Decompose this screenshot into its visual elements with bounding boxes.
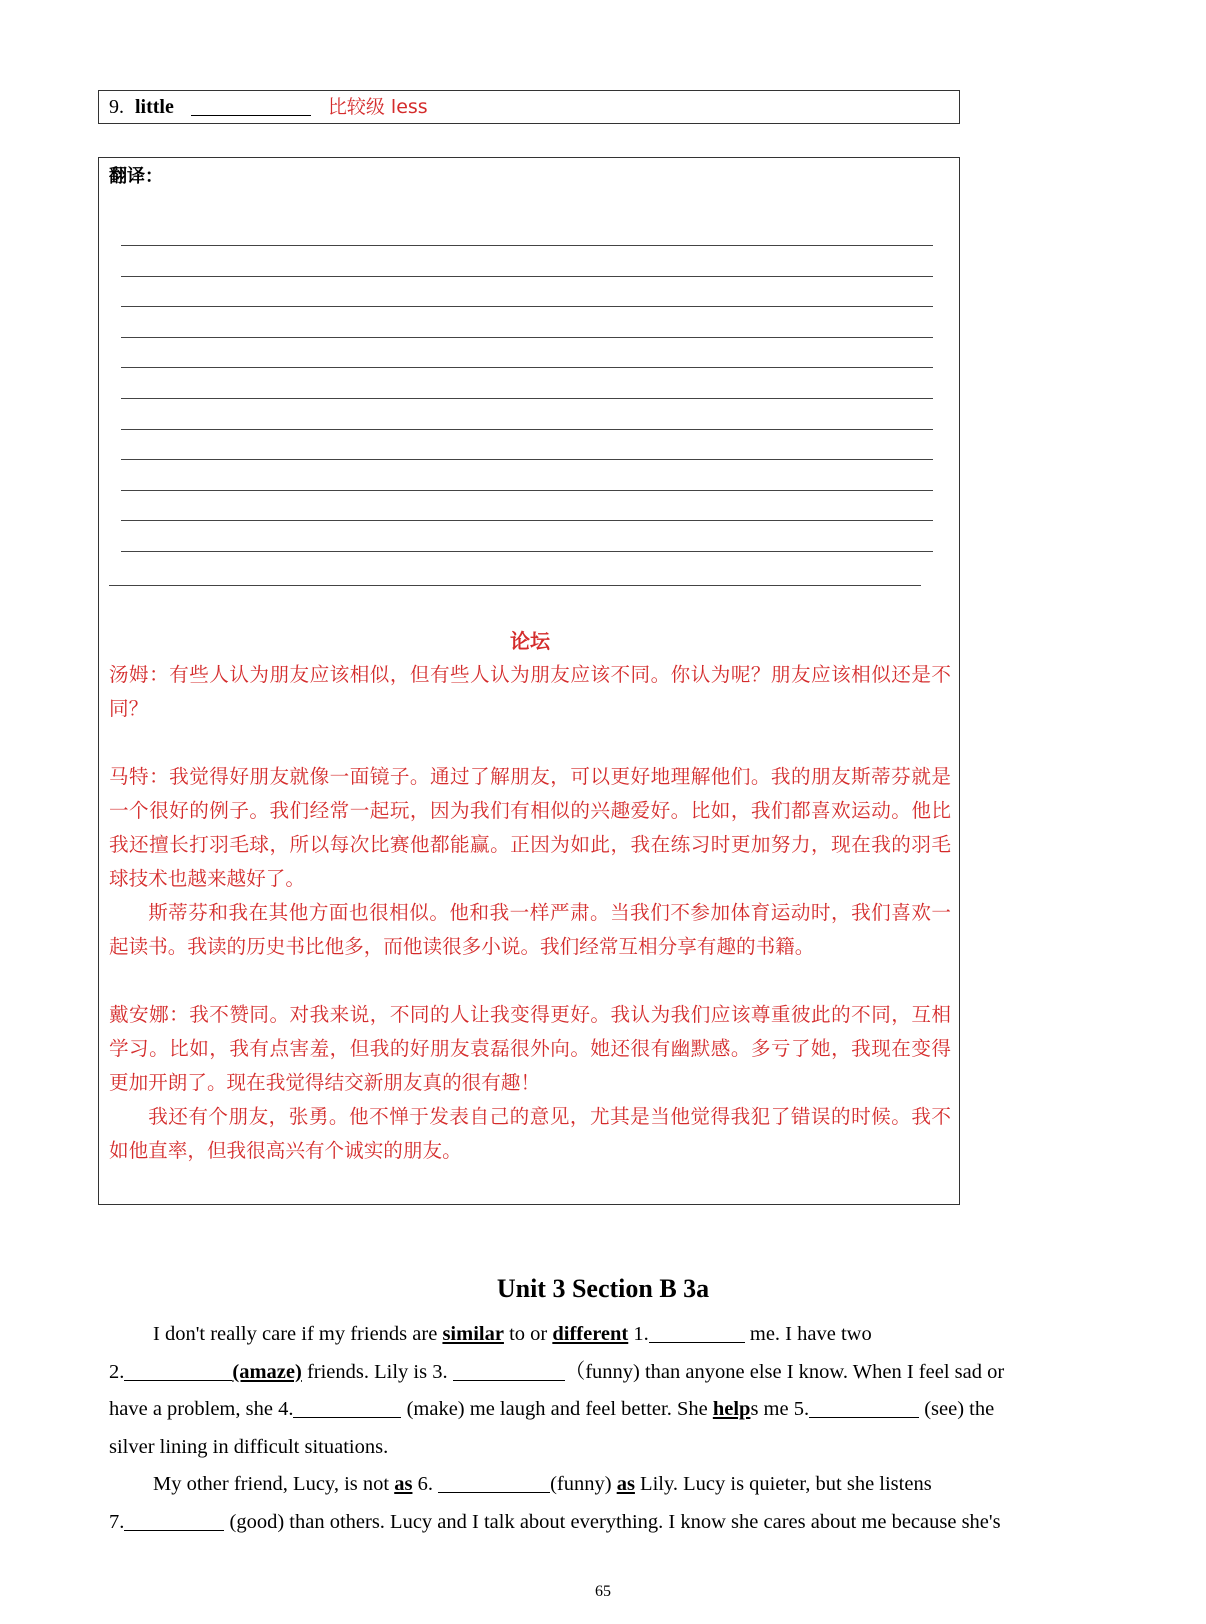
forum-diana-post-2: 我还有个朋友，张勇。他不惮于发表自己的意见，尤其是当他觉得我犯了错误的时候。我不如他直率，但我很高兴有个诚实的朋友。	[109, 1105, 951, 1162]
vocab-item-box	[98, 90, 960, 124]
writing-line[interactable]	[121, 245, 933, 276]
keyword-similar: similar	[442, 1323, 504, 1345]
blank-1[interactable]	[649, 1322, 745, 1343]
blank-5[interactable]	[809, 1397, 919, 1418]
section-title: Unit 3 Section B 3a	[496, 1274, 710, 1303]
vocab-answer: 比较级 less	[327, 96, 428, 118]
blank-7[interactable]	[124, 1510, 224, 1531]
page-number: 65	[595, 1583, 611, 1600]
translation-box	[98, 157, 960, 1205]
blank-2[interactable]	[124, 1360, 232, 1381]
keyword-different: different	[552, 1323, 629, 1345]
writing-lines[interactable]	[121, 245, 933, 582]
blank-3[interactable]	[453, 1360, 565, 1381]
passage-line-5: My other friend, Lucy, is not as 6. (funny) as Lily. Lucy is quieter, but she listens	[153, 1473, 932, 1495]
writing-line[interactable]	[121, 367, 933, 398]
cloze-passage	[109, 1316, 1069, 1541]
translation-heading: 翻译：	[109, 166, 163, 187]
forum-title: 论坛	[510, 629, 550, 653]
blank-4[interactable]	[293, 1397, 401, 1418]
vocab-blank[interactable]	[191, 95, 311, 116]
passage-line-3: have a problem, she 4. (make) me laugh and feel better. She helps me 5. (see) the	[109, 1398, 995, 1420]
blank-6[interactable]	[438, 1472, 550, 1493]
passage-line-4: silver lining in difficult situations.	[109, 1435, 389, 1458]
keyword-help: help	[712, 1398, 751, 1420]
forum-matt-post-1: 马特：我觉得好朋友就像一面镜子。通过了解朋友，可以更好地理解他们。我的朋友斯蒂芬就是一个很好的例子。我们经常一起玩，因为我们有相似的兴趣爱好。比如，我们都喜欢运动。他比我还擅长打羽毛球，所以每次比赛他都能赢。正因为如此，我在练习时更加努力，现在我的羽毛球技术也越来越好了。	[109, 765, 951, 890]
writing-line[interactable]	[121, 276, 933, 307]
forum-section	[109, 624, 951, 1168]
forum-diana-post-1: 戴安娜：我不赞同。对我来说，不同的人让我变得更好。我认为我们应该尊重彼此的不同，互相学习。比如，我有点害羞，但我的好朋友袁磊很外向。她还很有幽默感。多亏了她，我现在变得更加开朗了。现在我觉得结交新朋友真的很有趣！	[109, 1003, 951, 1094]
writing-line[interactable]	[121, 520, 933, 551]
vocab-word: little	[135, 96, 174, 118]
writing-line[interactable]	[121, 459, 933, 490]
writing-line[interactable]	[121, 337, 933, 368]
writing-line[interactable]	[121, 551, 933, 582]
forum-tom-post: 汤姆：有些人认为朋友应该相似，但有些人认为朋友应该不同。你认为呢？朋友应该相似还是不同？	[109, 663, 951, 720]
passage-line-2: 2. (amaze) friends. Lily is 3. （funny) than anyone else I know. When I feel sad or	[109, 1360, 1005, 1383]
forum-matt-post-2: 斯蒂芬和我在其他方面也很相似。他和我一样严肃。当我们不参加体育运动时，我们喜欢一起读书。我读的历史书比他多，而他读很多小说。我们经常互相分享有趣的书籍。	[109, 901, 951, 958]
passage-line-6: 7. (good) than others. Lucy and I talk about everything. I know she cares about me because she's	[109, 1510, 1001, 1533]
writing-line[interactable]	[121, 490, 933, 521]
writing-line[interactable]	[121, 306, 933, 337]
writing-line-last[interactable]	[109, 585, 921, 586]
writing-line[interactable]	[121, 429, 933, 460]
keyword-amaze: (amaze)	[232, 1360, 302, 1383]
passage-line-1: I don't really care if my friends are similar to or different 1. me. I have two	[153, 1323, 872, 1345]
keyword-as: as	[394, 1473, 413, 1495]
vocab-number: 9.	[109, 96, 124, 118]
writing-line[interactable]	[121, 398, 933, 429]
keyword-as: as	[616, 1473, 635, 1495]
